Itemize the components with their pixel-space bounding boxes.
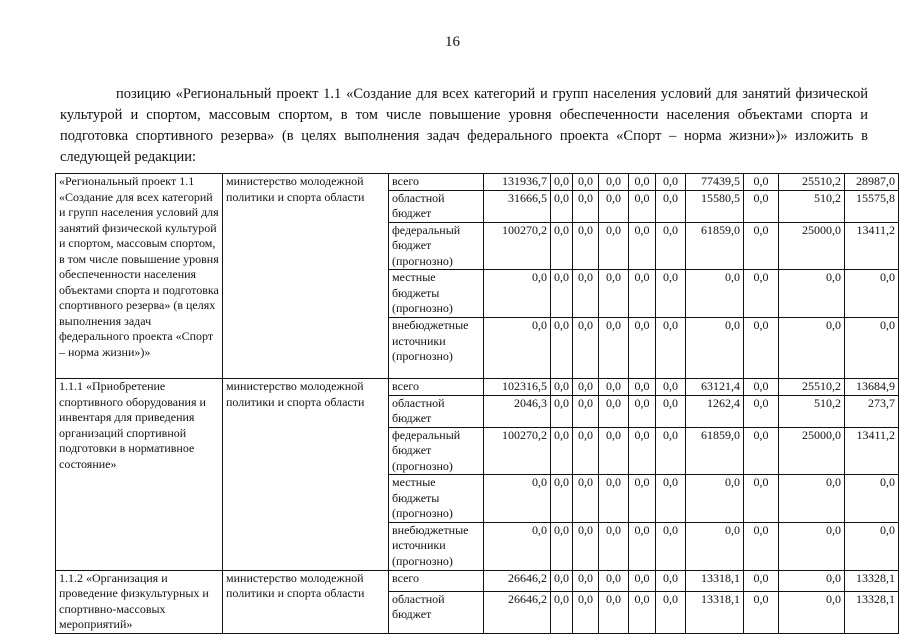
budget-table	[55, 173, 899, 634]
year-cell: 0,0	[573, 270, 599, 318]
year-cell: 0,0	[686, 270, 744, 318]
year-cell: 15580,5	[686, 190, 744, 222]
year-cell: 13318,1	[686, 570, 744, 591]
year-cell: 0,0	[573, 190, 599, 222]
total-cell: 100270,2	[484, 427, 551, 475]
year-cell: 0,0	[573, 522, 599, 570]
year-cell: 25510,2	[779, 379, 845, 396]
year-cell: 0,0	[779, 570, 845, 591]
year-cell: 0,0	[629, 270, 656, 318]
year-cell: 0,0	[845, 522, 899, 570]
year-cell: 0,0	[599, 270, 629, 318]
source-cell: местные бюджеты (прогнозно)	[389, 270, 484, 318]
year-cell: 15575,8	[845, 190, 899, 222]
year-cell: 0,0	[744, 427, 779, 475]
year-cell: 0,0	[744, 570, 779, 591]
total-cell: 0,0	[484, 318, 551, 379]
source-cell: всего	[389, 174, 484, 191]
year-cell: 0,0	[744, 475, 779, 523]
year-cell: 0,0	[629, 427, 656, 475]
year-cell: 13328,1	[845, 570, 899, 591]
source-cell: областной бюджет	[389, 190, 484, 222]
page-number: 16	[445, 34, 460, 50]
year-cell: 61859,0	[686, 222, 744, 270]
year-cell: 0,0	[629, 522, 656, 570]
year-cell: 0,0	[779, 318, 845, 379]
year-cell: 0,0	[599, 395, 629, 427]
year-cell: 0,0	[573, 318, 599, 379]
year-cell: 13411,2	[845, 222, 899, 270]
year-cell: 13318,1	[686, 591, 744, 633]
year-cell: 0,0	[779, 591, 845, 633]
year-cell: 0,0	[656, 222, 686, 270]
year-cell: 0,0	[779, 270, 845, 318]
year-cell: 0,0	[629, 190, 656, 222]
year-cell: 0,0	[744, 190, 779, 222]
year-cell: 0,0	[551, 318, 573, 379]
year-cell: 0,0	[599, 591, 629, 633]
source-cell: областной бюджет	[389, 395, 484, 427]
intro-text: позицию «Региональный проект 1.1 «Создание для всех категорий и групп населения условий для занятий физической культурой и спортом, массовым спортом, в том числе повышение уровня обеспеченности населения объектами спорта и подготовка спортивного резерва» (в целях выполнения задач федерального проекта «Спорт – норма жизни»)» изложить в следующей редакции:	[60, 86, 868, 165]
year-cell: 0,0	[629, 174, 656, 191]
year-cell: 25510,2	[779, 174, 845, 191]
year-cell: 0,0	[656, 174, 686, 191]
year-cell: 0,0	[573, 222, 599, 270]
year-cell: 0,0	[845, 318, 899, 379]
year-cell: 510,2	[779, 190, 845, 222]
year-cell: 0,0	[551, 475, 573, 523]
year-cell: 0,0	[656, 395, 686, 427]
year-cell: 0,0	[629, 475, 656, 523]
intro-paragraph	[60, 84, 868, 168]
year-cell: 0,0	[573, 591, 599, 633]
year-cell: 0,0	[656, 190, 686, 222]
year-cell: 0,0	[599, 379, 629, 396]
year-cell: 0,0	[599, 475, 629, 523]
year-cell: 0,0	[573, 427, 599, 475]
ministry-cell: министерство молодежной политики и спорта области	[223, 379, 389, 571]
year-cell: 1262,4	[686, 395, 744, 427]
total-cell: 0,0	[484, 475, 551, 523]
year-cell: 0,0	[551, 379, 573, 396]
year-cell: 13328,1	[845, 591, 899, 633]
year-cell: 0,0	[551, 395, 573, 427]
source-cell: всего	[389, 570, 484, 591]
source-cell: всего	[389, 379, 484, 396]
table-row	[56, 570, 899, 591]
year-cell: 0,0	[573, 395, 599, 427]
year-cell: 0,0	[744, 522, 779, 570]
year-cell: 25000,0	[779, 222, 845, 270]
year-cell: 0,0	[599, 318, 629, 379]
table-row	[56, 174, 899, 191]
ministry-cell: министерство молодежной политики и спорта области	[223, 570, 389, 633]
total-cell: 26646,2	[484, 570, 551, 591]
year-cell: 0,0	[551, 270, 573, 318]
year-cell: 0,0	[599, 522, 629, 570]
year-cell: 0,0	[744, 379, 779, 396]
year-cell: 0,0	[551, 570, 573, 591]
source-cell: федеральный бюджет (прогнозно)	[389, 427, 484, 475]
year-cell: 0,0	[845, 475, 899, 523]
year-cell: 0,0	[629, 395, 656, 427]
year-cell: 0,0	[551, 591, 573, 633]
source-cell: местные бюджеты (прогнозно)	[389, 475, 484, 523]
year-cell: 0,0	[629, 318, 656, 379]
source-cell: внебюджетные источники (прогнозно)	[389, 522, 484, 570]
year-cell: 0,0	[656, 522, 686, 570]
year-cell: 0,0	[744, 591, 779, 633]
year-cell: 25000,0	[779, 427, 845, 475]
year-cell: 0,0	[573, 174, 599, 191]
year-cell: 0,0	[599, 190, 629, 222]
total-cell: 131936,7	[484, 174, 551, 191]
year-cell: 0,0	[573, 475, 599, 523]
year-cell: 63121,4	[686, 379, 744, 396]
year-cell: 0,0	[599, 427, 629, 475]
year-cell: 0,0	[656, 270, 686, 318]
year-cell: 0,0	[779, 522, 845, 570]
year-cell: 0,0	[551, 522, 573, 570]
year-cell: 0,0	[629, 591, 656, 633]
year-cell: 13411,2	[845, 427, 899, 475]
year-cell: 0,0	[686, 522, 744, 570]
year-cell: 0,0	[599, 570, 629, 591]
total-cell: 0,0	[484, 270, 551, 318]
source-cell: федеральный бюджет (прогнозно)	[389, 222, 484, 270]
year-cell: 0,0	[629, 570, 656, 591]
table-row	[56, 379, 899, 396]
year-cell: 0,0	[551, 222, 573, 270]
year-cell: 0,0	[744, 222, 779, 270]
year-cell: 0,0	[551, 190, 573, 222]
year-cell: 0,0	[686, 318, 744, 379]
year-cell: 0,0	[656, 475, 686, 523]
year-cell: 0,0	[656, 318, 686, 379]
year-cell: 0,0	[551, 427, 573, 475]
year-cell: 0,0	[573, 570, 599, 591]
year-cell: 0,0	[551, 174, 573, 191]
year-cell: 0,0	[599, 174, 629, 191]
year-cell: 510,2	[779, 395, 845, 427]
total-cell: 102316,5	[484, 379, 551, 396]
total-cell: 0,0	[484, 522, 551, 570]
year-cell: 0,0	[744, 270, 779, 318]
project-name-cell: «Региональный проект 1.1 «Создание для всех категорий и групп населения условий для занятий физической культурой и спортом, массовым спортом, в том числе повышение уровня обеспеченности населения объектами спорта и подготовка спортивного резерва» (в целях выполнения задач федерального проекта «Спорт – норма жизни»)»	[56, 174, 223, 379]
year-cell: 0,0	[599, 222, 629, 270]
year-cell: 0,0	[656, 427, 686, 475]
year-cell: 0,0	[744, 395, 779, 427]
year-cell: 0,0	[686, 475, 744, 523]
year-cell: 0,0	[744, 318, 779, 379]
year-cell: 28987,0	[845, 174, 899, 191]
year-cell: 0,0	[573, 379, 599, 396]
project-name-cell: 1.1.2 «Организация и проведение физкультурных и спортивно-массовых мероприятий»	[56, 570, 223, 633]
year-cell: 273,7	[845, 395, 899, 427]
project-name-cell: 1.1.1 «Приобретение спортивного оборудования и инвентаря для приведения организаций спортивной подготовки в нормативное состояние»	[56, 379, 223, 571]
year-cell: 0,0	[744, 174, 779, 191]
total-cell: 31666,5	[484, 190, 551, 222]
year-cell: 0,0	[656, 570, 686, 591]
source-cell: внебюджетные источники (прогнозно)	[389, 318, 484, 379]
year-cell: 0,0	[656, 379, 686, 396]
total-cell: 26646,2	[484, 591, 551, 633]
total-cell: 100270,2	[484, 222, 551, 270]
year-cell: 0,0	[629, 379, 656, 396]
year-cell: 77439,5	[686, 174, 744, 191]
year-cell: 61859,0	[686, 427, 744, 475]
year-cell: 13684,9	[845, 379, 899, 396]
year-cell: 0,0	[629, 222, 656, 270]
source-cell: областной бюджет	[389, 591, 484, 633]
ministry-cell: министерство молодежной политики и спорта области	[223, 174, 389, 379]
year-cell: 0,0	[779, 475, 845, 523]
year-cell: 0,0	[656, 591, 686, 633]
year-cell: 0,0	[845, 270, 899, 318]
total-cell: 2046,3	[484, 395, 551, 427]
